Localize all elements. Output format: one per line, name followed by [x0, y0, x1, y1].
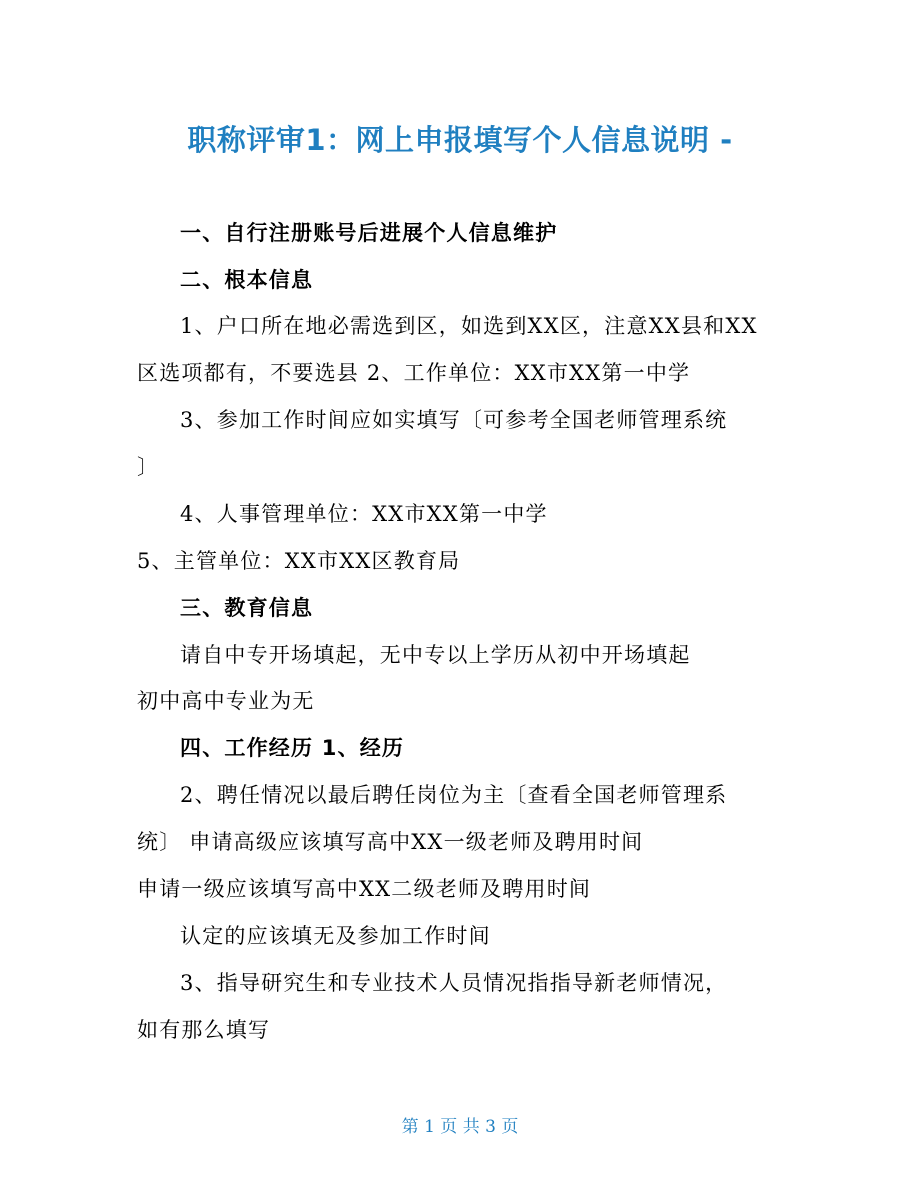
paragraph-line: 3、参加工作时间应如实填写〔可参考全国老师管理系统	[180, 408, 728, 432]
section-heading-2: 二、根本信息	[180, 268, 314, 292]
paragraph-line: 区选项都有，不要选县 2、工作单位：XX市XX第一中学	[137, 361, 691, 385]
paragraph-line: 1、户口所在地必需选到区，如选到XX区，注意XX县和XX	[180, 314, 758, 338]
document-title: 职称评审1：网上申报填写个人信息说明 -	[187, 123, 733, 157]
paragraph-line: 认定的应该填无及参加工作时间	[180, 924, 491, 948]
paragraph-line: 如有那么填写	[137, 1018, 271, 1042]
paragraph-line: 4、人事管理单位：XX市XX第一中学	[180, 502, 548, 526]
section-heading-4: 四、工作经历 1、经历	[180, 736, 405, 760]
section-heading-3: 三、教育信息	[180, 596, 314, 620]
paragraph-line: 3、指导研究生和专业技术人员情况指指导新老师情况，	[180, 971, 728, 995]
paragraph-line: 〕	[137, 455, 160, 479]
page-footer: 第 1 页 共 3 页	[401, 1117, 519, 1137]
paragraph-line: 请自中专开场填起，无中专以上学历从初中开场填起	[180, 643, 691, 667]
paragraph-line: 初中高中专业为无	[137, 689, 315, 713]
paragraph-line: 2、聘任情况以最后聘任岗位为主〔查看全国老师管理系	[180, 783, 728, 807]
section-heading-1: 一、自行注册账号后进展个人信息维护	[180, 221, 558, 245]
paragraph-line: 统〕 申请高级应该填写高中XX一级老师及聘用时间	[137, 830, 644, 854]
paragraph-line: 5、主管单位：XX市XX区教育局	[137, 549, 461, 573]
paragraph-line: 申请一级应该填写高中XX二级老师及聘用时间	[137, 877, 592, 901]
